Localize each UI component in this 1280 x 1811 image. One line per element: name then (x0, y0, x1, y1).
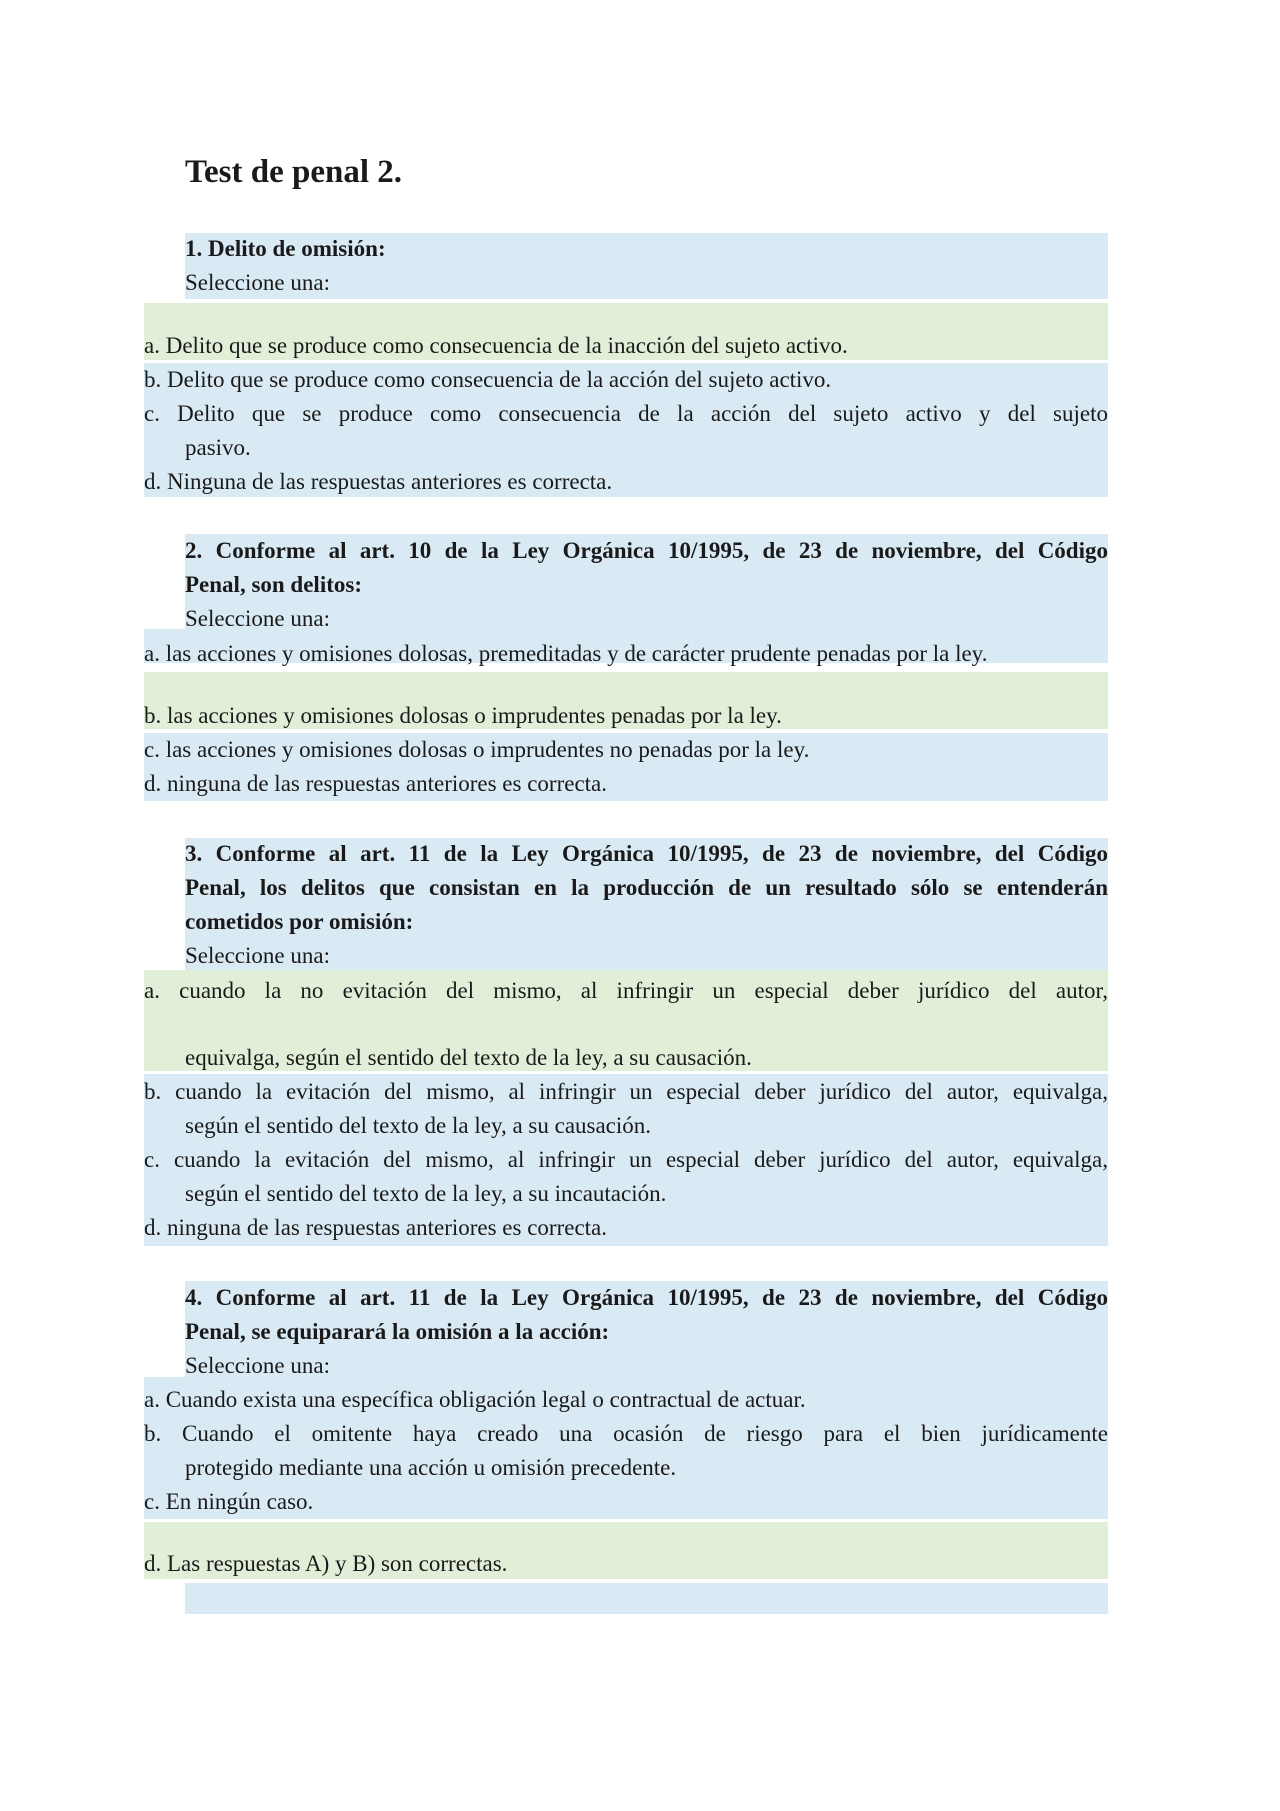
question-4-stem: 4. Conforme al art. 11 de la Ley Orgánica 10/1995, de 23 de noviembre, del Código (185, 1285, 1108, 1310)
question-4-prompt: Seleccione una: (185, 1353, 330, 1378)
question-4-option-a[interactable]: a. Cuando exista una específica obligación legal o contractual de actuar. (144, 1387, 806, 1412)
question-3-option-b-cont: según el sentido del texto de la ley, a su causación. (185, 1113, 652, 1138)
page-title: Test de penal 2. (185, 154, 402, 190)
question-2-option-a[interactable]: a. las acciones y omisiones dolosas, premeditadas y de carácter prudente penadas por la ley. (144, 641, 988, 666)
question-3-option-c[interactable]: c. cuando la evitación del mismo, al infringir un especial deber jurídico del autor, equivalga, (144, 1147, 1108, 1172)
question-2-option-c[interactable]: c. las acciones y omisiones dolosas o imprudentes no penadas por la ley. (144, 737, 810, 762)
question-4-stem-cont: Penal, se equiparará la omisión a la acción: (185, 1319, 610, 1344)
question-2-prompt: Seleccione una: (185, 606, 330, 631)
question-1-option-c-cont: pasivo. (185, 435, 251, 460)
question-3-option-a[interactable]: a. cuando la no evitación del mismo, al infringir un especial deber jurídico del autor, (144, 978, 1108, 1003)
question-4-option-d[interactable]: d. Las respuestas A) y B) son correctas. (144, 1551, 508, 1576)
question-1-option-a[interactable]: a. Delito que se produce como consecuencia de la inacción del sujeto activo. (144, 333, 848, 358)
question-1-option-d[interactable]: d. Ninguna de las respuestas anteriores es correcta. (144, 469, 613, 494)
question-3-option-d[interactable]: d. ninguna de las respuestas anteriores es correcta. (144, 1215, 608, 1240)
question-3-stem-cont-1: Penal, los delitos que consistan en la producción de un resultado sólo se entenderán (185, 875, 1108, 900)
question-3-stem-cont-2: cometidos por omisión: (185, 909, 414, 934)
question-1-option-c[interactable]: c. Delito que se produce como consecuencia de la acción del sujeto activo y del sujeto (144, 401, 1108, 426)
question-2-stem-cont: Penal, son delitos: (185, 572, 362, 597)
question-4-trailing-background (185, 1583, 1108, 1614)
question-4-option-c[interactable]: c. En ningún caso. (144, 1489, 314, 1514)
question-3-option-b[interactable]: b. cuando la evitación del mismo, al infringir un especial deber jurídico del autor, equivalga, (144, 1079, 1108, 1104)
question-3-option-c-cont: según el sentido del texto de la ley, a su incautación. (185, 1181, 667, 1206)
question-3-option-a-cont: equivalga, según el sentido del texto de la ley, a su causación. (185, 1045, 752, 1070)
question-3-stem: 3. Conforme al art. 11 de la Ley Orgánica 10/1995, de 23 de noviembre, del Código (185, 841, 1108, 866)
question-4-option-b-cont: protegido mediante una acción u omisión precedente. (185, 1455, 677, 1480)
question-1-stem: 1. Delito de omisión: (185, 236, 386, 261)
question-1-prompt: Seleccione una: (185, 270, 330, 295)
question-1-option-b[interactable]: b. Delito que se produce como consecuencia de la acción del sujeto activo. (144, 367, 832, 392)
question-2-option-b[interactable]: b. las acciones y omisiones dolosas o imprudentes penadas por la ley. (144, 703, 782, 728)
question-2-stem: 2. Conforme al art. 10 de la Ley Orgánica 10/1995, de 23 de noviembre, del Código (185, 538, 1108, 563)
question-4-option-b[interactable]: b. Cuando el omitente haya creado una ocasión de riesgo para el bien jurídicamente (144, 1421, 1108, 1446)
question-3-prompt: Seleccione una: (185, 943, 330, 968)
question-2-option-d[interactable]: d. ninguna de las respuestas anteriores es correcta. (144, 771, 608, 796)
